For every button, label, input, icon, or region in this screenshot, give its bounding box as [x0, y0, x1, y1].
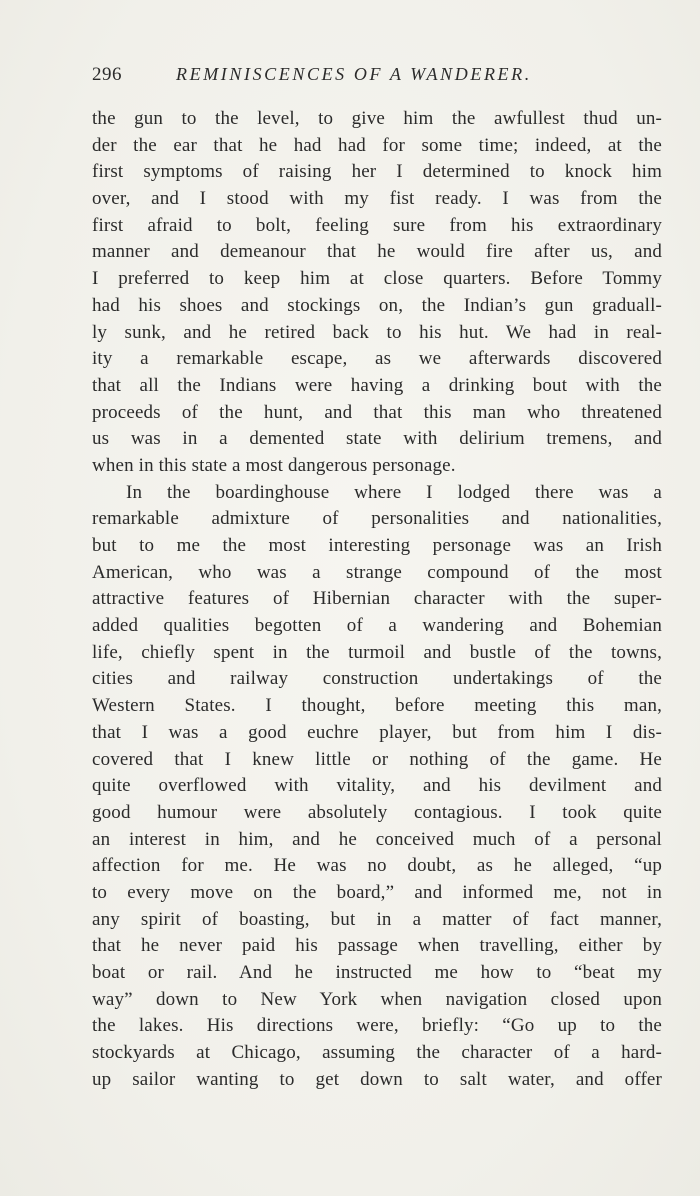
- text-line: manner and demeanour that he would fire after us, and: [92, 241, 662, 263]
- text-line: up sailor wanting to get down to salt water, and offer: [92, 1068, 662, 1090]
- text-line: American, who was a strange compound of the most: [92, 561, 662, 583]
- text-line: that I was a good euchre player, but from him I dis-: [92, 721, 662, 743]
- paragraph-start-line: In the boardinghouse where I lodged there was a: [126, 481, 662, 503]
- text-line: life, chiefly spent in the turmoil and bustle of the towns,: [92, 641, 662, 663]
- text-line: stockyards at Chicago, assuming the character of a hard-: [92, 1042, 662, 1064]
- text-line: added qualities begotten of a wandering and Bohemian: [92, 615, 662, 637]
- text-line: der the ear that he had had for some time; indeed, at the: [92, 134, 662, 156]
- text-line: cities and railway construction undertakings of the: [92, 668, 662, 690]
- text-line: proceeds of the hunt, and that this man who threatened: [92, 401, 662, 423]
- text-line: to every move on the board,” and informed me, not in: [92, 881, 662, 903]
- text-line: any spirit of boasting, but in a matter of fact manner,: [92, 908, 662, 930]
- page-header: [92, 64, 594, 90]
- text-line: first afraid to bolt, feeling sure from his extraordinary: [92, 214, 662, 236]
- running-head: REMINISCENCES OF A WANDERER.: [176, 64, 532, 84]
- text-line: quite overflowed with vitality, and his devilment and: [92, 775, 662, 797]
- paragraph-end-line: when in this state a most dangerous personage.: [92, 454, 456, 476]
- text-line: attractive features of Hibernian character with the super-: [92, 588, 662, 610]
- text-line: that he never paid his passage when travelling, either by: [92, 935, 662, 957]
- text-line: us was in a demented state with delirium tremens, and: [92, 428, 662, 450]
- text-line: had his shoes and stockings on, the Indian’s gun graduall-: [92, 294, 662, 316]
- text-line: the lakes. His directions were, briefly: “Go up to the: [92, 1015, 662, 1037]
- text-line: ly sunk, and he retired back to his hut. We had in real-: [92, 321, 662, 343]
- text-line: ity a remarkable escape, as we afterwards discovered: [92, 348, 662, 370]
- text-line: covered that I knew little or nothing of the game. He: [92, 748, 662, 770]
- text-line: boat or rail. And he instructed me how to “beat my: [92, 962, 662, 983]
- text-line: but to me the most interesting personage was an Irish: [92, 535, 662, 556]
- text-line: that all the Indians were having a drinking bout with the: [92, 374, 662, 396]
- body-text: [92, 106, 662, 1093]
- text-line: I preferred to keep him at close quarters. Before Tommy: [92, 268, 662, 290]
- text-line: first symptoms of raising her I determined to knock him: [92, 161, 662, 183]
- text-line: the gun to the level, to give him the awfullest thud un-: [92, 108, 662, 129]
- text-line: affection for me. He was no doubt, as he alleged, “up: [92, 855, 662, 877]
- text-line: way” down to New York when navigation closed upon: [92, 988, 662, 1010]
- text-line: over, and I stood with my fist ready. I was from the: [92, 188, 662, 210]
- page-number: 296: [92, 64, 122, 85]
- text-line: Western States. I thought, before meeting this man,: [92, 695, 662, 717]
- text-line: an interest in him, and he conceived much of a personal: [92, 828, 662, 850]
- text-line: good humour were absolutely contagious. I took quite: [92, 801, 662, 823]
- text-line: remarkable admixture of personalities and nationalities,: [92, 508, 662, 530]
